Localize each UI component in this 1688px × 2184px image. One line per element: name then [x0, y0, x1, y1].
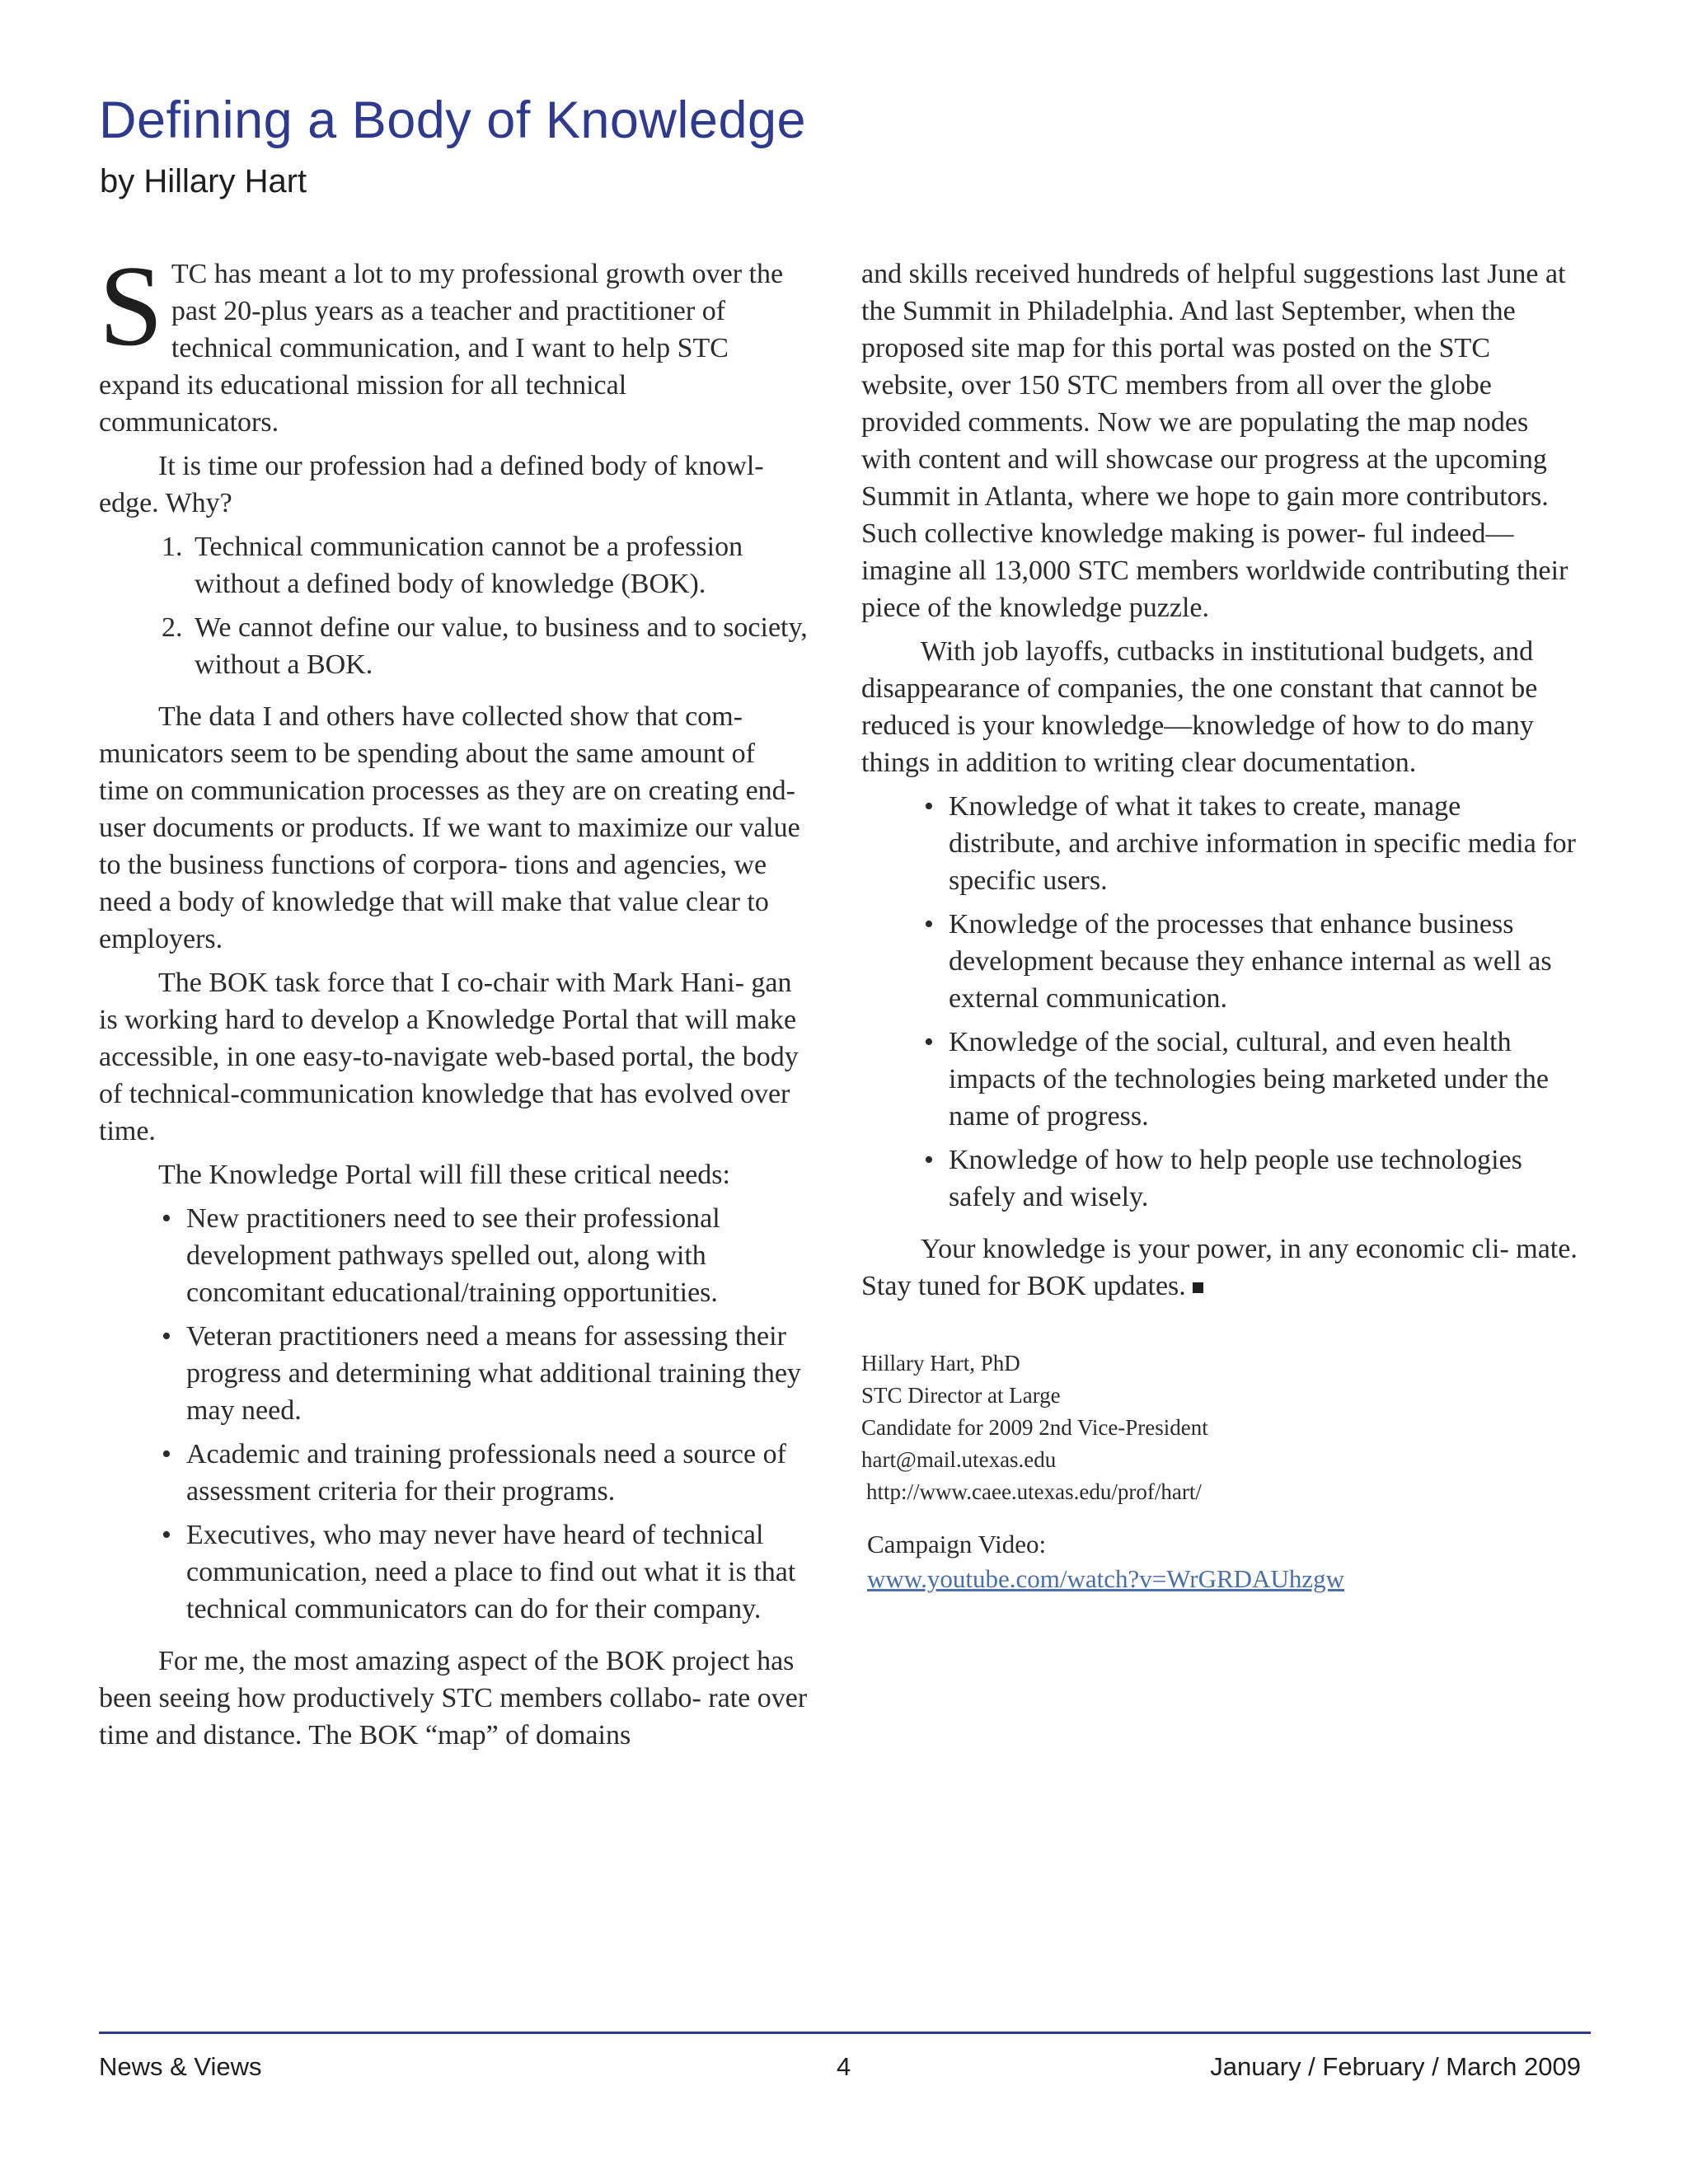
list-item: 1. Technical communication cannot be a profession without a defined body of knowledge (BOK).: [190, 528, 808, 602]
list-item: • New practitioners need to see their professional development pathways spelled out, along with concomitant educational/training opportunities.: [186, 1200, 808, 1311]
reasons-list: [99, 528, 808, 683]
author-candidacy: Candidate for 2009 2nd Vice-President: [861, 1415, 1208, 1440]
author-email[interactable]: hart@mail.utexas.edu: [861, 1447, 1057, 1472]
list-item: • Knowledge of what it takes to create, manage distribute, and archive information in specific media for specific users.: [949, 788, 1578, 899]
footer-page-number: 4: [837, 2052, 851, 2081]
campaign-video-link[interactable]: www.youtube.com/watch?v=WrGRDAUhzgw: [867, 1564, 1344, 1593]
knowledge-list: [861, 788, 1578, 1216]
needs-list: [99, 1200, 808, 1628]
list-item: • Academic and training professionals need a source of assessment criteria for their programs.: [186, 1436, 808, 1510]
list-item: 2. We cannot define our value, to business and to society, without a BOK.: [190, 609, 808, 683]
article-byline: by Hillary Hart: [100, 163, 307, 199]
footer-publication: News & Views: [99, 2052, 262, 2081]
intro-paragraph: [99, 242, 808, 441]
paragraph: The BOK task force that I co-chair with Mark Hani- gan is working hard to develop a Knowledge Portal that will make accessible, in one easy-to-navigate web-based portal, the body of technical-communication knowledge that has evolved over time.: [99, 968, 799, 1146]
paragraph: With job layoffs, cutbacks in institutional budgets, and disappearance of companies, the one constant that cannot be reduced is your knowledge—knowledge of how to do many things in addition to writing clear documentation.: [861, 636, 1538, 778]
list-item: • Veteran practitioners need a means for assessing their progress and determining what additional training they may need.: [186, 1318, 808, 1429]
campaign-video: [867, 1527, 1344, 1596]
list-item: • Knowledge of the processes that enhance business development because they enhance internal as well as external communication.: [949, 906, 1578, 1017]
list-item: • Knowledge of how to help people use technologies safely and wisely.: [949, 1141, 1578, 1216]
author-name: Hillary Hart, PhD: [861, 1351, 1020, 1376]
right-column: [861, 255, 1578, 1311]
closing-text: Your knowledge is your power, in any economic cli- mate. Stay tuned for BOK updates.: [861, 1234, 1578, 1301]
author-role: STC Director at Large: [861, 1383, 1061, 1408]
author-signature: [861, 1347, 1208, 1508]
author-website[interactable]: http://www.caee.utexas.edu/prof/hart/: [866, 1479, 1202, 1504]
left-column: [99, 242, 808, 1760]
drop-cap: S: [99, 242, 163, 370]
paragraph: and skills received hundreds of helpful suggestions last June at the Summit in Philadelphia. And last September, when the proposed site map for this portal was posted on the STC website, over 150 STC members from all over the globe provided comments. Now we are populating the map nodes with content and will showcase our progress at the upcoming Summit in Atlanta, where we hope to gain more contributors. Such collective knowledge making is power- ful indeed—imagine all 13,000 STC members worldwide contributing their piece of the knowledge puzzle.: [861, 259, 1568, 623]
end-mark-icon: [1193, 1282, 1203, 1293]
footer-issue: January / February / March 2009: [1210, 2052, 1581, 2081]
footer-divider: [99, 2032, 1591, 2034]
campaign-video-label: Campaign Video:: [867, 1530, 1047, 1558]
paragraph: It is time our profession had a defined body of knowl- edge. Why?: [99, 451, 764, 518]
paragraph: For me, the most amazing aspect of the BOK project has been seeing how productively STC members collabo- rate over time and distance. The BOK “map” of domains: [99, 1646, 808, 1750]
list-item: • Executives, who may never have heard of technical communication, need a place to find out what it is that technical communicators can do for their company.: [186, 1516, 808, 1628]
closing-paragraph: [861, 1230, 1578, 1305]
list-item: • Knowledge of the social, cultural, and even health impacts of the technologies being marketed under the name of progress.: [949, 1024, 1578, 1135]
article-title: Defining a Body of Knowledge: [99, 91, 807, 149]
intro-text: TC has meant a lot to my professional growth over the past 20-plus years as a teacher and practitioner of technical communication, and I want to help STC expand its educational mission for all technical communicators.: [99, 259, 784, 438]
paragraph: The Knowledge Portal will fill these critical needs:: [158, 1160, 730, 1190]
paragraph: The data I and others have collected show that com- municators seem to be spending about the same amount of time on communication processes as they are on creating end-user documents or products. If we want to maximize our value to the business functions of corpora- tions and agencies, we need a body of knowledge that will make that value clear to employers.: [99, 701, 800, 954]
